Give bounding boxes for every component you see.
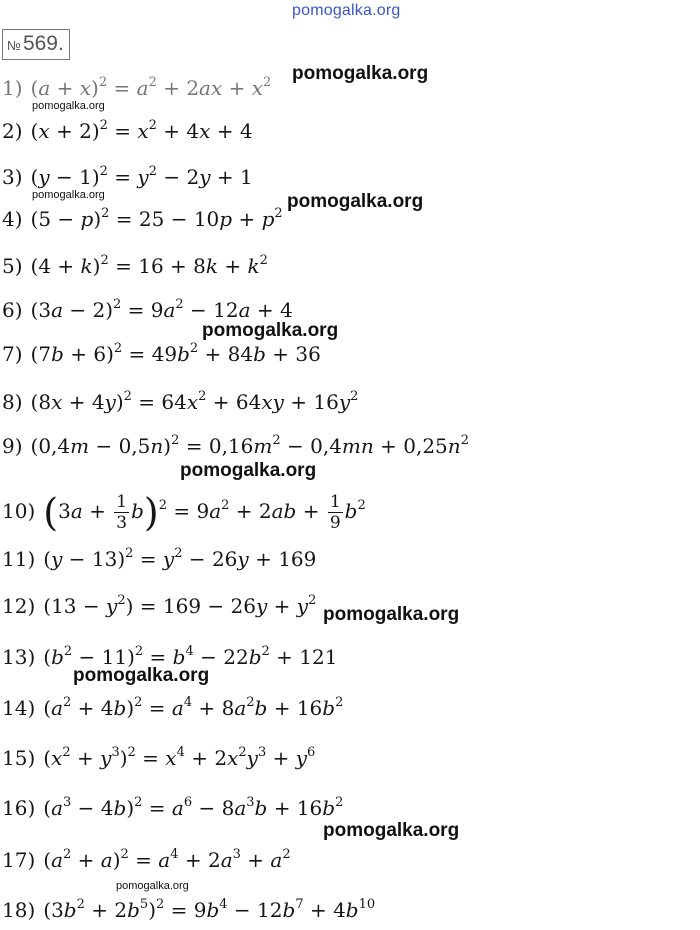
watermark: pomogalka.org	[323, 604, 460, 625]
watermark: pomogalka.org	[73, 665, 210, 686]
watermark-small: pomogalka.org	[116, 880, 189, 892]
equation-expression: $(b^2 - 11)^2 = b^4 - 22b^2 + 121$	[43, 644, 338, 669]
equation-number: 12)	[2, 594, 36, 618]
equation-11	[2, 547, 316, 571]
equation-3	[2, 165, 253, 189]
equation-number: 5)	[2, 254, 23, 278]
equation-15	[2, 746, 315, 770]
equation-10	[2, 492, 366, 533]
equation-number: 16)	[2, 796, 36, 820]
equation-expression: $(x^2 + y^3)^2 = x^4 + 2x^2y^3 + y^6$	[43, 745, 316, 770]
equation-expression: $(a^2 + a)^2 = a^4 + 2a^3 + a^2$	[43, 847, 291, 872]
watermark: pomogalka.org	[287, 191, 424, 212]
task-number-box	[2, 29, 70, 60]
watermark: pomogalka.org	[292, 63, 429, 84]
equation-number: 17)	[2, 848, 36, 872]
equation-9	[2, 434, 469, 458]
equation-5	[2, 254, 268, 278]
equation-number: 3)	[2, 165, 23, 189]
equation-number: 8)	[2, 390, 23, 414]
watermark-small: pomogalka.org	[32, 189, 105, 201]
equation-number: 6)	[2, 298, 23, 322]
watermark: pomogalka.org	[180, 460, 317, 481]
equation-4	[2, 207, 283, 231]
task-number: 569.	[22, 32, 64, 55]
equation-14	[2, 696, 343, 720]
equation-expression: $(13 - y^2) = 169 - 26y + y^2$	[43, 593, 317, 618]
equation-number: 1)	[2, 76, 23, 100]
number-sign: №	[7, 38, 21, 53]
site-watermark-top: pomogalka.org	[292, 2, 401, 19]
equation-expression: (3a + $\frac{1}{3}$ $b)^2 = 9a^2 + 2ab$ + $\frac{1}{9}$ $b^2$	[43, 490, 366, 535]
equation-number: 7)	[2, 342, 23, 366]
equation-number: 13)	[2, 645, 36, 669]
equation-expression: $(x + 2)^2 = x^2 + 4x + 4$	[30, 118, 253, 143]
equation-2	[2, 119, 253, 143]
equation-expression: $(y - 1)^2 = y^2 - 2y + 1$	[30, 164, 253, 189]
equation-8	[2, 390, 358, 414]
equation-16	[2, 796, 343, 820]
equation-number: 18)	[2, 898, 36, 922]
equation-expression: $(0,4m - 0,5n)^2 = 0,16m^2 - 0,4mn + 0,25n^2$	[30, 433, 469, 458]
equation-expression: $(a^2 + 4b)^2 = a^4 + 8a^2b + 16b^2$	[43, 695, 344, 720]
equation-expression: $(3a - 2)^2 = 9a^2 - 12a + 4$	[30, 297, 293, 322]
equation-number: 15)	[2, 746, 36, 770]
equation-12	[2, 594, 316, 618]
equation-number: 4)	[2, 207, 23, 231]
equation-number: 14)	[2, 696, 36, 720]
equation-expression: $(7b + 6)^2 = 49b^2 + 84b + 36$	[30, 341, 321, 366]
watermark-small: pomogalka.org	[32, 100, 105, 112]
equation-number: 11)	[2, 547, 36, 571]
equation-expression: $(a^3 - 4b)^2 = a^6 - 8a^3b + 16b^2$	[43, 795, 344, 820]
equation-6	[2, 298, 293, 322]
equation-expression: $(y - 13)^2 = y^2 - 26y + 169$	[43, 546, 317, 571]
equation-7	[2, 342, 321, 366]
equation-17	[2, 848, 291, 872]
watermark: pomogalka.org	[202, 320, 339, 341]
equation-18	[2, 898, 375, 922]
equation-number: 2)	[2, 119, 23, 143]
equation-expression: $(8x + 4y)^2 = 64x^2 + 64xy + 16y^2$	[30, 389, 359, 414]
equation-expression: $(3b^2 + 2b^5)^2 = 9b^4 - 12b^7 + 4b^{10}$	[43, 897, 376, 922]
equation-expression: $(4 + k)^2 = 16 + 8k + k^2$	[30, 253, 268, 278]
equation-1	[2, 76, 271, 100]
equation-expression: $(5 - p)^2 = 25 - 10p + p^2$	[30, 206, 283, 231]
equation-number: 10)	[2, 499, 36, 523]
equation-number: 9)	[2, 434, 23, 458]
equation-expression: $(a + x)^2 = a^2 + 2ax + x^2$	[30, 75, 272, 100]
watermark: pomogalka.org	[323, 820, 460, 841]
